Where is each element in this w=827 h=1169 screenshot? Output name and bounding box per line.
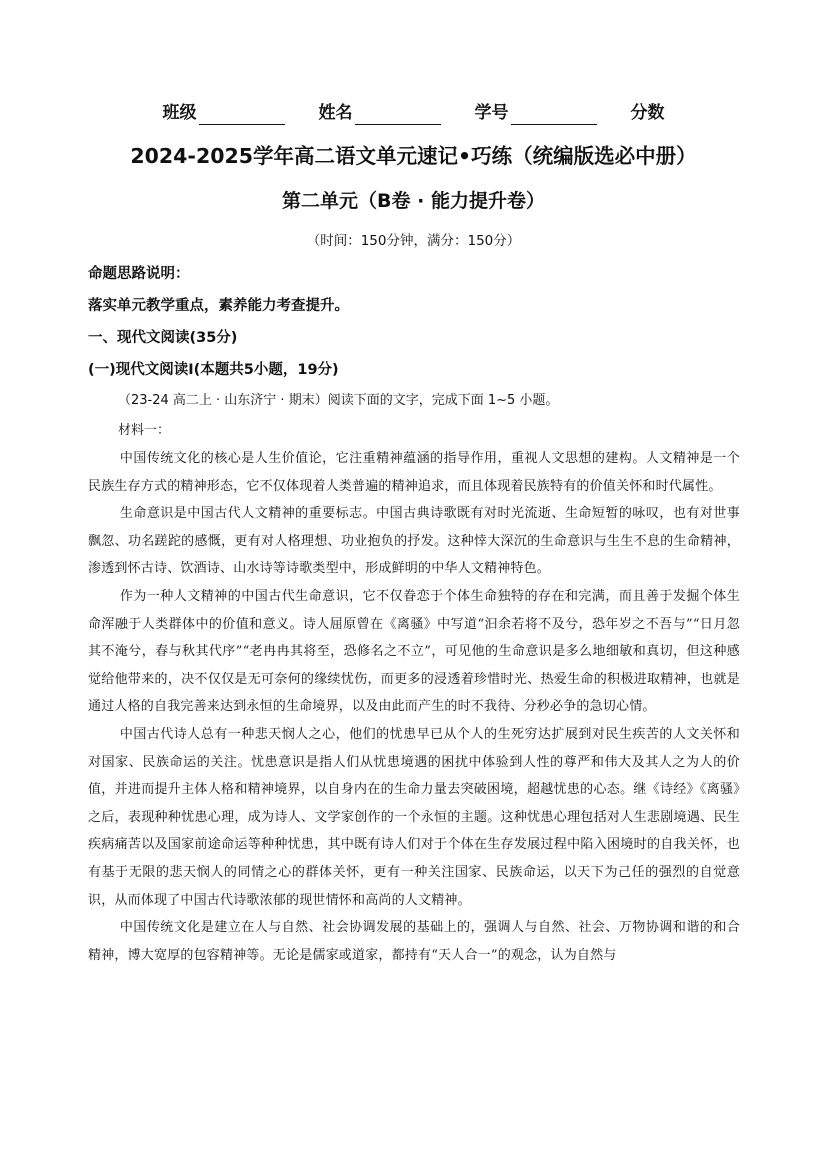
class-label: 班级 [162, 103, 197, 123]
time-score-info: （时间：150分钟，满分：150分） [306, 233, 521, 249]
student-id-field [475, 101, 597, 125]
score-label: 分数 [630, 103, 665, 123]
design-heading: 命题思路说明： [88, 266, 190, 282]
passage-paragraph: 作为一种人文精神的中国古代生命意识，它不仅眷恋于个体生命独特的存在和完满，而且善于发掘个体生命浑融于人类群体中的价值和意义。诗人屈原曾在《离骚》中写道“汩余若将不及兮，恐年岁之不吾与”“日月忽其不淹兮，春与秋其代序”“老冉冉其将至，恐修名之不立”，可见他的生命意识是多么地细敏和真切，但这种感觉给他带来的，决不仅仅是无可奈何的缘续忧伤，而更多的浸透着珍惜时光、热爱生命的积极进取精神，也就是通过人格的自我完善来达到永恒的生命境界，以及由此而产生的时不我待、分秒必争的急切心情。 [88, 588, 740, 715]
class-field [163, 101, 285, 125]
passage-body [88, 445, 740, 969]
student-id-label: 学号 [474, 103, 509, 123]
name-blank[interactable] [355, 106, 441, 125]
section-heading-reading: 一、现代文阅读(35分) [88, 330, 238, 346]
class-blank[interactable] [199, 106, 285, 125]
passage-paragraph: 中国传统文化是建立在人与自然、社会协调发展的基础上的，强调人与自然、社会、万物协调和谐的和合精神，博大宽厚的包容精神等。无论是儒家或道家，都持有“天人合一”的观念，认为自然与 [88, 920, 740, 963]
student-id-blank[interactable] [511, 106, 597, 125]
passage-paragraph: 生命意识是中国古代人文精神的重要标志。中国古典诗歌既有对时光流逝、生命短暂的咏叹，也有对世事飘忽、功名蹉跎的感慨，更有对人格理想、功业抱负的抒发。这种悻大深沉的生命意识与生生不息的生命精神，渗透到怀古诗、饮酒诗、山水诗等诗歌类型中，形成鲜明的中华人文精神特色。 [88, 506, 740, 577]
student-info-row [0, 101, 827, 125]
question-source: （23-24 高二上 · 山东济宁 · 期末）阅读下面的文字，完成下面 1~5 小题。 [118, 393, 559, 408]
material-label: 材料一： [118, 423, 171, 438]
passage-paragraph: 中国传统文化的核心是人生价值论，它注重精神蕴涵的指导作用，重视人文思想的建构。人文精神是一个民族生存方式的精神形态，它不仅体现着人类普遍的精神追求，而且体现着民族特有的价值关怀和时代属性。 [88, 451, 740, 494]
design-text: 落实单元教学重点，素养能力考查提升。 [88, 298, 349, 314]
name-field [319, 101, 441, 125]
exam-subtitle: 第二单元（B卷 · 能力提升卷） [282, 190, 545, 212]
score-field [631, 101, 665, 125]
name-label: 姓名 [318, 103, 353, 123]
passage-paragraph: 中国古代诗人总有一种悲天悯人之心，他们的忧患早已从个人的生死穷达扩展到对民生疾苦的人文关怀和对国家、民族命运的关注。忧患意识是指人们从忧患境遇的困扰中体验到人性的尊严和伟大及其人之为人的价值，并进而提升主体人格和精神境界，以自身内在的生命力量去突破困境，超越忧患的心态。继《诗经》《离骚》之后，表现种种忧患心理，成为诗人、文学家创作的一个永恒的主题。这种忧患心理包括对人生悲剧境遇、民生疾病痛苦以及国家前途命运等种种忧患，其中既有诗人们对于个体在生存发展过程中陷入困境时的自我关怀，也有基于无限的悲天悯人的同情之心的群体关怀，更有一种关注国家、民族命运，以天下为己任的强烈的自觉意识，从而体现了中国古代诗歌浓郁的现世情怀和高尚的人文精神。 [88, 726, 740, 908]
exam-title: 2024-2025学年高二语文单元速记•巧练（统编版选必中册） [130, 144, 697, 168]
subsection-heading-reading-one: (一)现代文阅读Ⅰ(本题共5小题，19分) [88, 362, 339, 378]
